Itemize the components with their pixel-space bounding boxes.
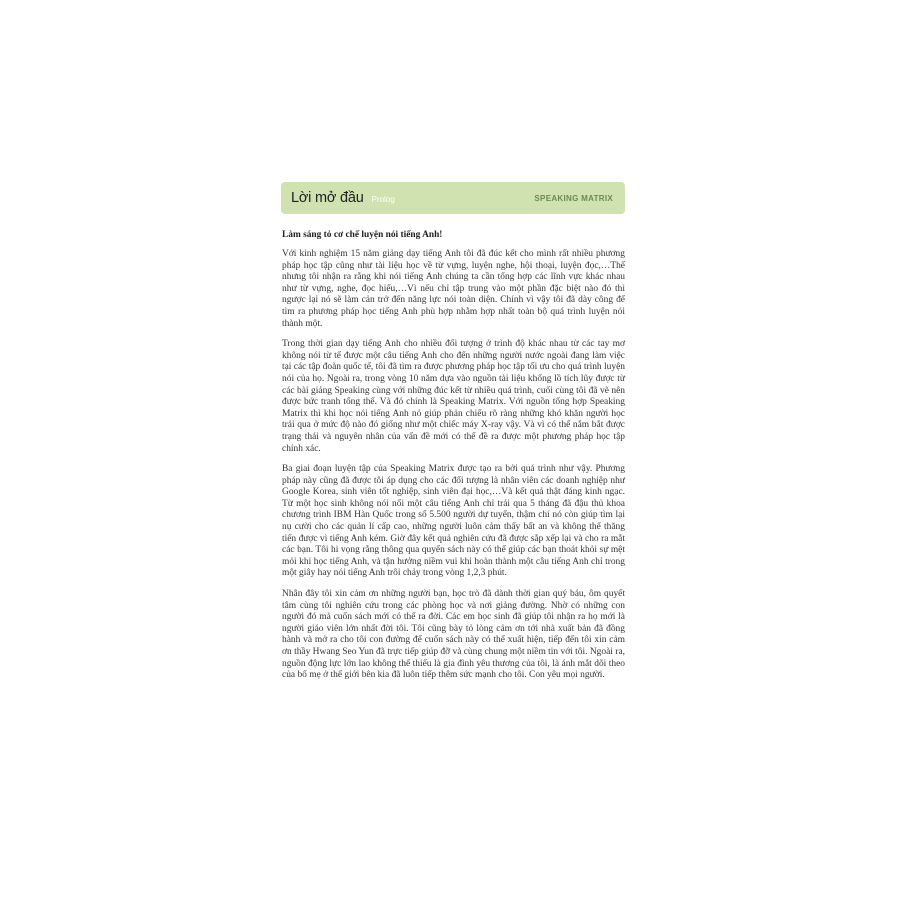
section-heading: Làm sáng tỏ cơ chế luyện nói tiếng Anh! [282,230,443,240]
book-page [281,182,625,691]
chapter-header-bar [281,182,625,214]
paragraph-3: Ba giai đoạn luyện tập của Speaking Matrix được tạo ra bởi quá trình như vậy. Phương pháp này cũng đã được tôi áp dụng cho các đối tượng là nhân viên các doanh nghiệp như Google Korea, sinh viên tốt nghiệp, sinh viên đại học,…Và kết quả thật đáng kinh ngạc. Từ một học sinh không nói nổi một câu tiếng Anh chỉ trải qua 5 tháng đã đậu thủ khoa chương trình IBM Hàn Quốc trong số 5.500 người dự tuyển, thậm chí nó còn giúp tìm lại nụ cười cho các quản lí cấp cao, những người luôn cảm thấy bất an và không thể thăng tiến được vì tiếng Anh kém. Giờ đây kết quả nghiên cứu đã được sắp xếp lại và cho ra mắt các bạn. Tôi hi vọng rằng thông qua quyển sách này có thể giúp các bạn thoát khỏi sự mệt mỏi khi học tiếng Anh, và tận hưởng niềm vui khi hoàn thành một câu tiếng Anh chỉ trong một giây hay nói tiếng Anh trôi chảy trong vòng 1,2,3 phút. [282,464,625,579]
page-content [281,230,625,682]
chapter-title: Lời mở đầu [291,190,364,206]
paragraph-2: Trong thời gian dạy tiếng Anh cho nhiều đối tượng ở trình độ khác nhau từ các tay mơ không nói từ tế được một câu tiếng Anh cho đến những người nước ngoài đang làm việc tại các tập đoàn quốc tế, tôi đã tìm ra được phương pháp học tập tối ưu cho quá trình luyện nói của họ. Ngoài ra, trong vòng 10 năm dựa vào nguồn tài liệu khổng lồ tích lũy được từ các bài giảng Speaking cùng với những đúc kết từ nhiều quá trình, cuối cùng tôi đã vẽ nên được bức tranh tổng thể. Và đó chính là Speaking Matrix. Với nguồn tổng hợp Speaking Matrix thì khi học nói tiếng Anh nó giúp phản chiếu rõ ràng những khó khăn người học trải qua ở mức độ nào đó giống như một chiếc máy X-ray vậy. Và vì có thể nắm bắt được trạng thái và nguyên nhân của vấn đề mới có thể đề ra được một phương pháp học tập chính xác. [282,339,625,454]
paragraph-1: Với kinh nghiệm 15 năm giảng dạy tiếng Anh tôi đã đúc kết cho mình rất nhiều phương pháp học tập cũng như tài liệu học về từ vựng, luyện nghe, hội thoại, luyện đọc,…Thế nhưng tôi nhận ra rằng khi nói tiếng Anh chúng ta cần tổng hợp các lĩnh vực khác nhau như từ vựng, nghe, đọc hiểu,…Vì nếu chỉ tập trung vào một phần đặc biệt nào đó thì ngược lại nó sẽ làm cản trở đến năng lực nói toàn diện. Chính vì vậy tôi đã dày công để tìm ra phương pháp học tiếng Anh phù hợp nhằm hợp nhất toàn bộ quá trình luyện nói thành một. [282,249,625,329]
chapter-subtitle: Prolog [371,194,395,204]
paragraph-4: Nhân đây tôi xin cảm ơn những người bạn, học trò đã dành thời gian quý báu, ôm quyết tâm cùng tôi nghiên cứu trong các phòng học và nơi giảng đường. Nhờ có những con người đó mà cuốn sách mới có thể ra đời. Các em học sinh đã giúp tôi nhận ra họ mới là người giáo viên lớn nhất đời tôi. Tôi cũng bày tỏ lòng cảm ơn tới nhà xuất bản đã đồng hành và mở ra cho tôi con đường để cuốn sách này có thể xuất hiện, tiếp đến tôi xin cảm ơn thầy Hwang Seo Yun đã trực tiếp giúp đỡ và cùng chung một niềm tin với tôi. Ngoài ra, nguồn động lực lớn lao không thể thiếu là gia đình yêu thương của tôi, là ánh mắt dõi theo của bố mẹ ở thế giới bên kia đã luôn tiếp thêm sức mạnh cho tôi. Con yêu mọi người. [282,589,625,681]
book-brand: SPEAKING MATRIX [534,193,613,203]
